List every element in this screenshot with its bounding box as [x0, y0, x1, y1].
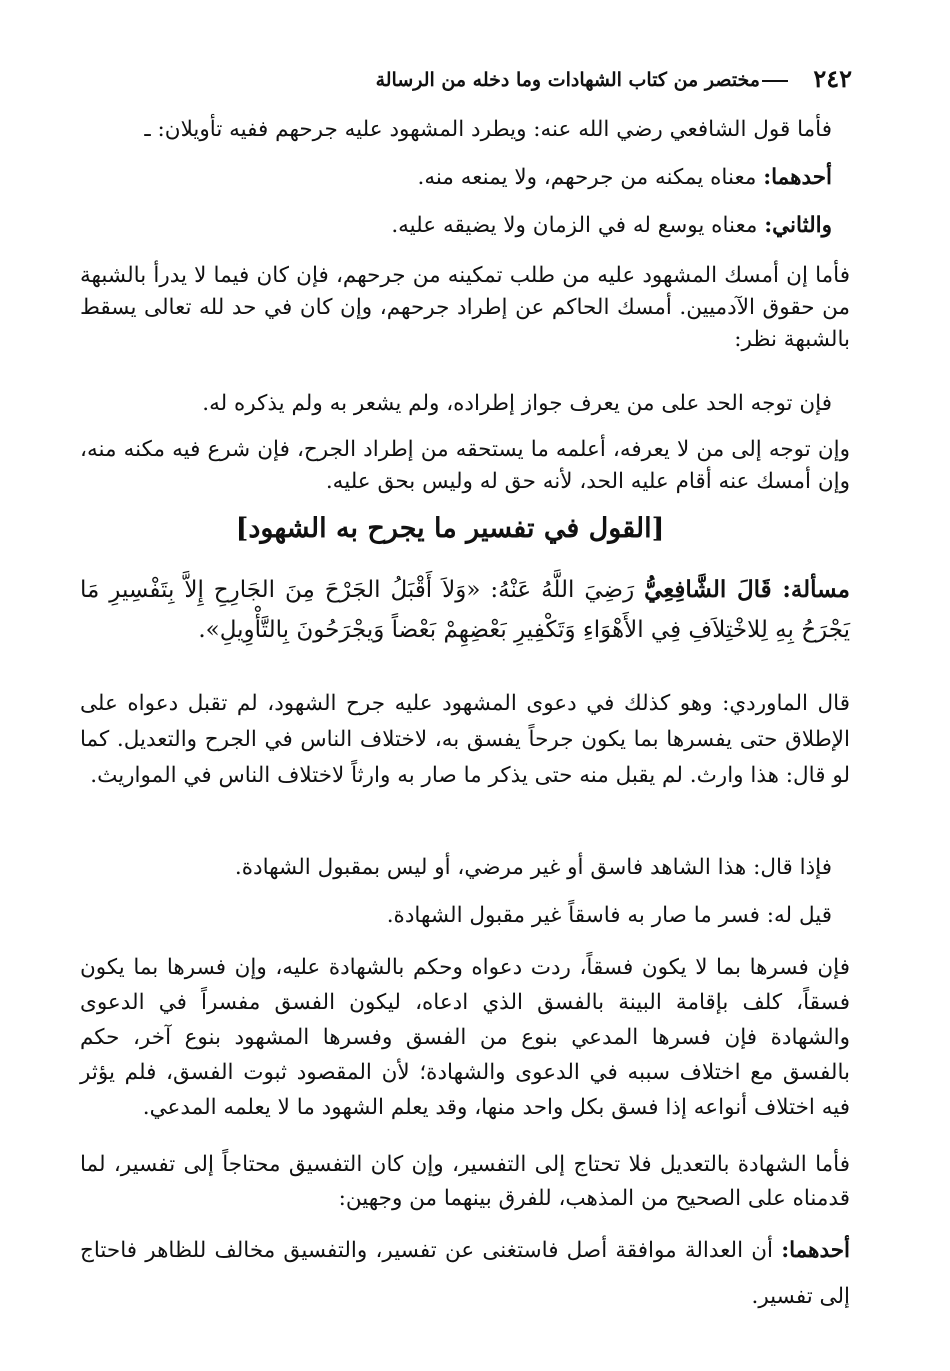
paragraph-4: فأما إن أمسك المشهود عليه من طلب تمكينه من جرحهم، فإن كان فيما لا يدرأ بالشبهة من حقوق الآدميين. أمسك الحاكم عن إطراد جرحهم، وإن كان في حد لله تعالى يسقط بالشبهة نظر: — [80, 263, 850, 352]
paragraph-3-label: والثاني: — [764, 213, 832, 238]
paragraph-10: قيل له: فسر ما صار به فاسقاً غير مقبول الشهادة. — [386, 903, 832, 928]
masala-text: رَضِيَ اللَّهُ عَنْهُ: «وَلاَ أَقْبَلُ الجَرْحَ مِنَ الجَارِحِ إِلاَّ بِتَفْسِيرِ مَا يَجْرَحُ بِهِ لِلاخْتِلاَفِ فِي الأَهْوَاءِ وَتَكْفِيرِ بَعْضِهِمْ بَعْضاً وَيجْرَحُونَ بِالتَّأْوِيلِ». — [80, 577, 850, 643]
paragraph-1: فأما قول الشافعي رضي الله عنه: ويطرد المشهود عليه جرحهم ففيه تأويلان: ـ — [144, 117, 832, 142]
page-number: ٢٤٢ — [813, 64, 852, 93]
paragraph-2 — [80, 162, 832, 194]
page-header — [80, 62, 852, 96]
paragraph-12: فأما الشهادة بالتعديل فلا تحتاج إلى التفسير، وإن كان التفسيق محتاجاً إلى تفسير، لما قدمناه على الصحيح من المذهب، للفرق بينهما من وجهين: — [80, 1152, 850, 1211]
paragraph-2-label: أحدهما: — [763, 165, 832, 190]
paragraph-11: فإن فسرها بما لا يكون فسقاً، ردت دعواه وحكم بالشهادة عليه، وإن فسرها بما يكون فسقاً، كلف بإقامة البينة بالفسق الذي ادعاه، ليكون الفسق مفسراً في الدعوى والشهادة فإن فسرها المدعي بنوع من الفسق وفسرها المشهود بنوع آخر، حكم بالفسق مع اختلاف سببه في الدعوى والشهادة؛ لأن المقصود ثبوت الفسق، فلم يؤثر فيه اختلاف أنواعه إذا فسق بكل واحد منها، وقد يعلم الشهود ما لا يعلمه المدعي. — [80, 955, 850, 1120]
paragraph-2-text: معناه يمكنه من جرحهم، ولا يمنعه منه. — [417, 165, 764, 190]
paragraph-13-label: أحدهما: — [781, 1238, 850, 1263]
paragraph-13 — [80, 1228, 850, 1320]
paragraph-8: قال الماوردي: وهو كذلك في دعوى المشهود عليه جرح الشهود، لم تقبل دعواه على الإطلاق حتى يفسرها بما يكون جرحاً يفسق به، لاختلاف الناس في الجرح والتعديل. كما لو قال: هذا وارث. لم يقبل منه حتى يذكر ما صار به وارثاً لاختلاف الناس في المواريث. — [80, 691, 850, 788]
paragraph-9: فإذا قال: هذا الشاهد فاسق أو غير مرضي، أو ليس بمقبول الشهادة. — [234, 855, 832, 880]
paragraph-5: فإن توجه الحد على من يعرف جواز إطراده، ولم يشعر به ولم يذكره له. — [202, 391, 832, 416]
header-dash — [762, 80, 788, 82]
paragraph-3 — [80, 210, 832, 242]
masala-label: مسألة: قَالَ الشَّافِعِيُّ — [644, 576, 850, 603]
paragraph-3-text: معناه يوسع له في الزمان ولا يضيقه عليه. — [391, 213, 765, 238]
masala-paragraph — [80, 570, 850, 650]
section-heading: [القول في تفسير ما يجرح به الشهود] — [235, 513, 665, 544]
running-title: مختصر من كتاب الشهادات وما دخله من الرسالة — [375, 69, 760, 91]
paragraph-6: وإن توجه إلى من لا يعرفه، أعلمه ما يستحقه من إطراد الجرح، فإن شرع فيه مكنه منه، وإن أمسك عنه أقام عليه الحد، لأنه حق له وليس بحق عليه. — [80, 437, 850, 494]
paragraph-13-text: أن العدالة موافقة أصل فاستغنى عن تفسير، والتفسيق مخالف للظاهر فاحتاج إلى تفسير. — [80, 1238, 850, 1309]
